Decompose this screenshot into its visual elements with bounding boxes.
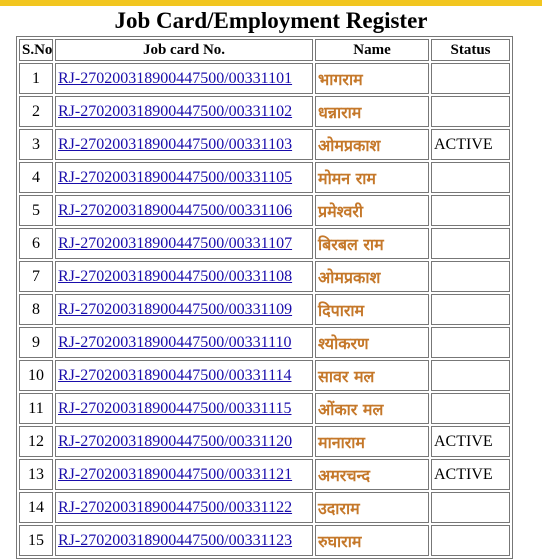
job-card-link[interactable]: RJ-270200318900447500/00331120 — [58, 432, 293, 450]
job-card-link[interactable]: RJ-270200318900447500/00331114 — [58, 366, 292, 384]
table-header-row — [19, 39, 510, 61]
row-job-card-cell — [55, 426, 313, 457]
row-status — [431, 96, 510, 127]
row-job-card-cell — [55, 195, 313, 226]
column-header-status: Status — [431, 39, 510, 61]
row-status — [431, 525, 510, 556]
row-sno: 4 — [19, 162, 53, 193]
column-header-name: Name — [315, 39, 429, 61]
row-status — [431, 327, 510, 358]
table-body — [19, 63, 510, 556]
row-sno: 11 — [19, 393, 53, 424]
job-card-link[interactable]: RJ-270200318900447500/00331115 — [58, 399, 292, 417]
row-sno: 14 — [19, 492, 53, 523]
row-sno: 2 — [19, 96, 53, 127]
job-card-link[interactable]: RJ-270200318900447500/00331122 — [58, 498, 293, 516]
row-status: ACTIVE — [431, 459, 510, 490]
row-name: धन्नाराम — [315, 96, 429, 127]
row-job-card-cell — [55, 360, 313, 391]
row-sno: 6 — [19, 228, 53, 259]
row-sno: 15 — [19, 525, 53, 556]
row-name: ओमप्रकाश — [315, 261, 429, 292]
row-name: अमरचन्द — [315, 459, 429, 490]
row-status — [431, 195, 510, 226]
row-name: सावर मल — [315, 360, 429, 391]
page-title: Job Card/Employment Register — [114, 8, 428, 33]
row-job-card-cell — [55, 525, 313, 556]
row-job-card-cell — [55, 63, 313, 94]
row-job-card-cell — [55, 393, 313, 424]
row-name: दिपाराम — [315, 294, 429, 325]
table-row — [19, 96, 510, 127]
row-name: रुघाराम — [315, 525, 429, 556]
row-sno: 7 — [19, 261, 53, 292]
job-card-link[interactable]: RJ-270200318900447500/00331110 — [58, 333, 292, 351]
row-job-card-cell — [55, 96, 313, 127]
row-job-card-cell — [55, 492, 313, 523]
job-card-table — [16, 36, 513, 559]
table-row — [19, 492, 510, 523]
job-card-link[interactable]: RJ-270200318900447500/00331109 — [58, 300, 293, 318]
row-status — [431, 261, 510, 292]
row-name: मोमन राम — [315, 162, 429, 193]
row-status — [431, 294, 510, 325]
table-row — [19, 426, 510, 457]
table-row — [19, 129, 510, 160]
table-row — [19, 261, 510, 292]
row-job-card-cell — [55, 459, 313, 490]
row-job-card-cell — [55, 129, 313, 160]
table-row — [19, 393, 510, 424]
table-row — [19, 327, 510, 358]
row-sno: 10 — [19, 360, 53, 391]
column-header-job-card: Job card No. — [55, 39, 313, 61]
row-status — [431, 162, 510, 193]
row-sno: 8 — [19, 294, 53, 325]
row-sno: 1 — [19, 63, 53, 94]
row-sno: 3 — [19, 129, 53, 160]
job-card-link[interactable]: RJ-270200318900447500/00331103 — [58, 135, 293, 153]
row-name: ओमप्रकाश — [315, 129, 429, 160]
row-name: मानाराम — [315, 426, 429, 457]
table-row — [19, 525, 510, 556]
row-sno: 5 — [19, 195, 53, 226]
table-row — [19, 162, 510, 193]
row-status: ACTIVE — [431, 129, 510, 160]
job-card-link[interactable]: RJ-270200318900447500/00331106 — [58, 201, 293, 219]
row-status: ACTIVE — [431, 426, 510, 457]
row-sno: 12 — [19, 426, 53, 457]
row-name: श्योकरण — [315, 327, 429, 358]
row-job-card-cell — [55, 261, 313, 292]
row-sno: 13 — [19, 459, 53, 490]
table-row — [19, 360, 510, 391]
row-job-card-cell — [55, 327, 313, 358]
row-name: प्रमेश्वरी — [315, 195, 429, 226]
row-name: बिरबल राम — [315, 228, 429, 259]
table-row — [19, 63, 510, 94]
table-row — [19, 195, 510, 226]
job-card-link[interactable]: RJ-270200318900447500/00331102 — [58, 102, 293, 120]
job-card-link[interactable]: RJ-270200318900447500/00331107 — [58, 234, 293, 252]
column-header-sno: S.No — [19, 39, 53, 61]
table-row — [19, 228, 510, 259]
row-status — [431, 492, 510, 523]
top-accent-bar — [0, 0, 542, 6]
job-card-link[interactable]: RJ-270200318900447500/00331105 — [58, 168, 293, 186]
row-status — [431, 228, 510, 259]
row-status — [431, 360, 510, 391]
row-status — [431, 63, 510, 94]
row-job-card-cell — [55, 294, 313, 325]
table-row — [19, 294, 510, 325]
table-row — [19, 459, 510, 490]
job-card-link[interactable]: RJ-270200318900447500/00331108 — [58, 267, 293, 285]
job-card-link[interactable]: RJ-270200318900447500/00331123 — [58, 531, 293, 549]
job-card-link[interactable]: RJ-270200318900447500/00331121 — [58, 465, 293, 483]
row-sno: 9 — [19, 327, 53, 358]
job-card-link[interactable]: RJ-270200318900447500/00331101 — [58, 69, 293, 87]
row-name: ओंकार मल — [315, 393, 429, 424]
row-job-card-cell — [55, 162, 313, 193]
row-status — [431, 393, 510, 424]
row-name: उदाराम — [315, 492, 429, 523]
row-name: भागराम — [315, 63, 429, 94]
row-job-card-cell — [55, 228, 313, 259]
